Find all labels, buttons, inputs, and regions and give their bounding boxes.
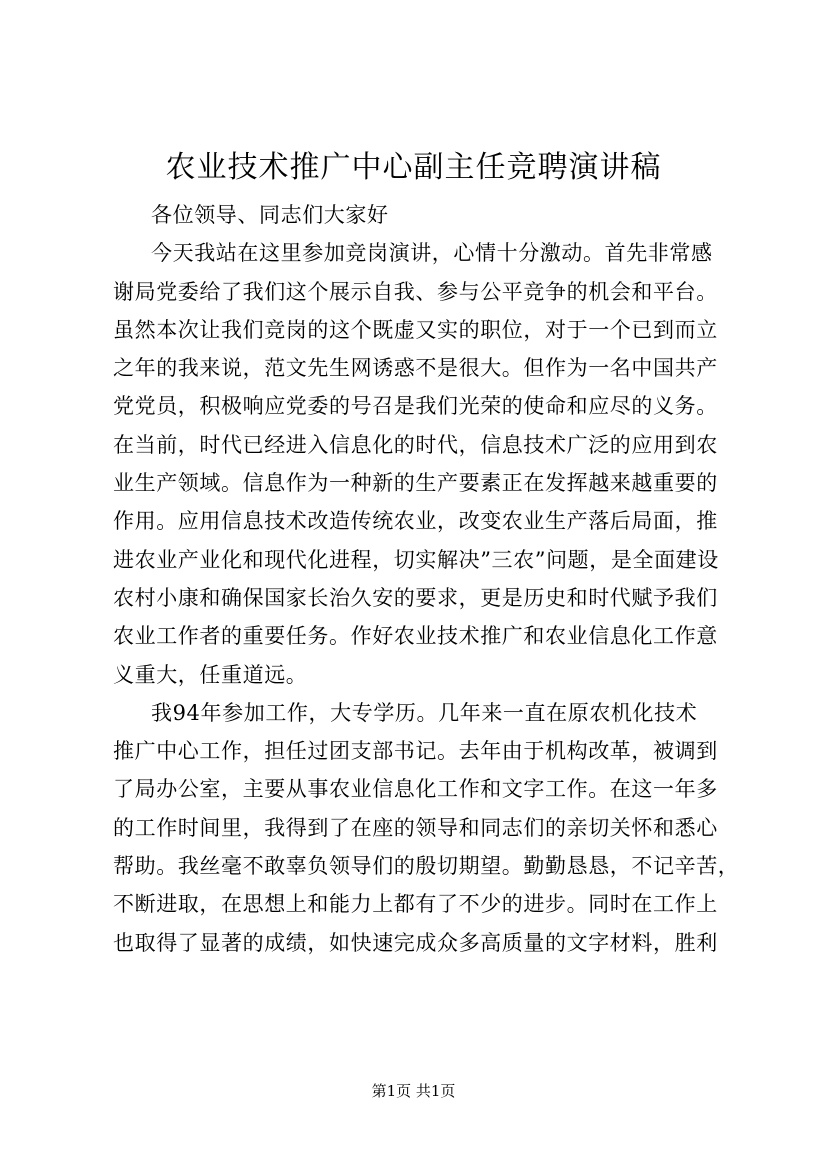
- paragraph-line: 义重大，任重道远。: [113, 662, 308, 687]
- paragraph-line: 了局办公室，主要从事农业信息化工作和文字工作。在这一年多: [113, 777, 718, 802]
- paragraph-line: 我94年参加工作，大专学历。几年来一直在原农机化技术: [151, 700, 698, 725]
- paragraph-line: 帮助。我丝毫不敢辜负领导们的殷切期望。勤勤恳恳，不记辛苦，: [113, 854, 740, 879]
- paragraph-line: 今天我站在这里参加竞岗演讲，心情十分激动。首先非常感: [151, 241, 713, 266]
- paragraph-line: 进农业产业化和现代化进程，切实解决”三农”问题，是全面建设: [113, 547, 719, 572]
- paragraph-line: 在当前，时代已经进入信息化的时代，信息技术广泛的应用到农: [113, 432, 718, 457]
- paragraph-line: 业生产领域。信息作为一种新的生产要素正在发挥越来越重要的: [113, 471, 718, 496]
- document-title: 农业技术推广中心副主任竞聘演讲稿: [165, 150, 662, 185]
- paragraph-line: 农村小康和确保国家长治久安的要求，更是历史和时代赋予我们: [113, 585, 718, 610]
- paragraph-line: 谢局党委给了我们这个展示自我、参与公平竞争的机会和平台。: [113, 279, 718, 304]
- greeting-line: 各位领导、同志们大家好: [151, 203, 389, 227]
- paragraph-line: 的工作时间里，我得到了在座的领导和同志们的亲切关怀和悉心: [113, 815, 718, 840]
- paragraph-line: 推广中心工作，担任过团支部书记。去年由于机构改革，被调到: [113, 739, 718, 764]
- paragraph-line: 不断进取，在思想上和能力上都有了不少的进步。同时在工作上: [113, 892, 718, 917]
- paragraph-line: 之年的我来说，范文先生网诱惑不是很大。但作为一名中国共产: [113, 356, 718, 381]
- document-body: [113, 196, 740, 962]
- paragraph-line: 农业工作者的重要任务。作好农业技术推广和农业信息化工作意: [113, 624, 718, 649]
- paragraph-line: 党党员，积极响应党委的号召是我们光荣的使命和应尽的义务。: [113, 394, 718, 419]
- paragraph-line: 虽然本次让我们竞岗的这个既虚又实的职位，对于一个已到而立: [113, 317, 718, 342]
- paragraph-line: 作用。应用信息技术改造传统农业，改变农业生产落后局面，推: [113, 509, 718, 534]
- paragraph-line: 也取得了显著的成绩，如快速完成众多高质量的文字材料，胜利: [113, 930, 718, 955]
- page-number-footer: 第1页 共1页: [371, 1082, 456, 1100]
